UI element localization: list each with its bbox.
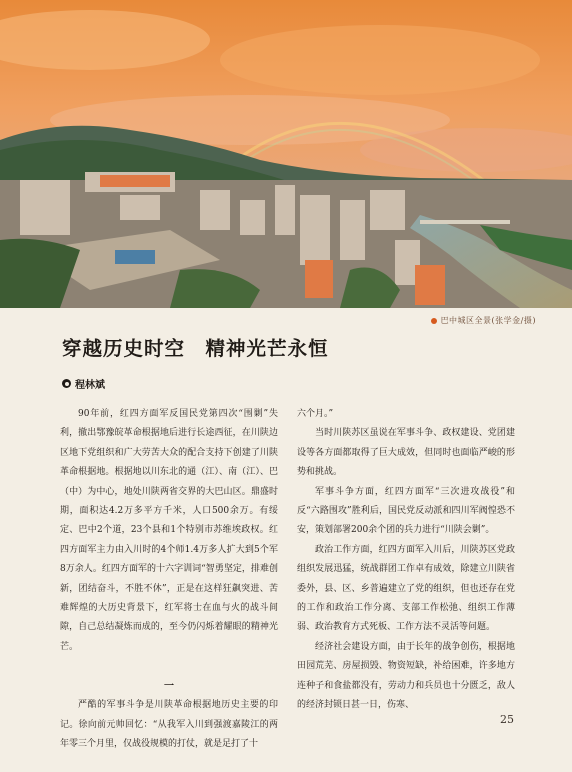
left-column: [60, 405, 278, 755]
author-line: [62, 376, 105, 391]
article-title: 穿越历史时空 精神光芒永恒: [62, 337, 329, 360]
caption-bullet-icon: [431, 318, 437, 324]
paragraph: 军事斗争方面，红四方面军“三次进攻战役”和反“六路围攻”胜利后，国民党反动派和四川军阀惶恐不安，策划部署200余个团的兵力进行“川陕会剿”。: [297, 486, 515, 536]
paragraph: 政治工作方面，红四方面军入川后，川陕苏区党政组织发展迅猛，统战群团工作卓有成效，除建立川陕省委外，县、区、乡普遍建立了党的组织，但也还存在党的工作和政治工作分离、支部工作松弛、组织工作薄弱、政治教育方式死板、工作方法不灵活等问题。: [297, 544, 515, 633]
section-number: 一: [164, 681, 174, 693]
caption-text: 巴中城区全景(张学金/摄): [440, 316, 536, 325]
page-number: 25: [500, 713, 514, 726]
paragraph: 90年前，红四方面军反国民党第四次“围剿”失利，撤出鄂豫皖革命根据地后进行长途西征，在川陕边区地下党组织和广大劳苦大众的配合支持下创建了川陕革命根据地。根据地以川东北的通（江）、南（江）、巴（中）为中心，地处川陕两省交界的大巴山区。鼎盛时期，面积达4.2万多平方千米，人口500余万。有绥定、巴中2个道，23个县和1个特别市苏维埃政权。红四方面军主力由入川时的4个师1.4万多人扩大到5个军8万余人。红四方面军的十六字训词“智勇坚定，排难创新，团结奋斗，不胜不休”，正是在这样狂飙突进、苦难辉煌的大历史背景下，红军将士在血与火的战斗间隙，自己总结凝炼而成的，至今仍闪烁着耀眼的精神光芒。: [60, 409, 278, 652]
paragraph: 严酷的军事斗争是川陕革命根据地历史主要的印记。徐向前元帅回忆：“从我军入川到强渡嘉陵江的两年零三个月里，仅战役规模的打仗，就是足打了十: [60, 700, 278, 750]
author-name: 程林斌: [75, 380, 105, 391]
paragraph: 经济社会建设方面，由于长年的战争创伤，根据地田园荒芜、房屋损毁、物资短缺，补给困难，许多地方连种子和食盐都没有，劳动力和兵员也十分匮乏，敌人的经济封锁日甚一日，伤寒、: [297, 641, 515, 711]
paragraph: 当时川陕苏区虽说在军事斗争、政权建设、党团建设等各方面都取得了巨大成效，但同时也面临严峻的形势和挑战。: [297, 428, 515, 478]
city-panorama-photo: [0, 0, 572, 308]
paragraph: 六个月。”: [297, 409, 334, 419]
right-column: [297, 405, 515, 716]
photo-caption: [431, 315, 536, 326]
author-bullet-icon: [62, 379, 71, 388]
